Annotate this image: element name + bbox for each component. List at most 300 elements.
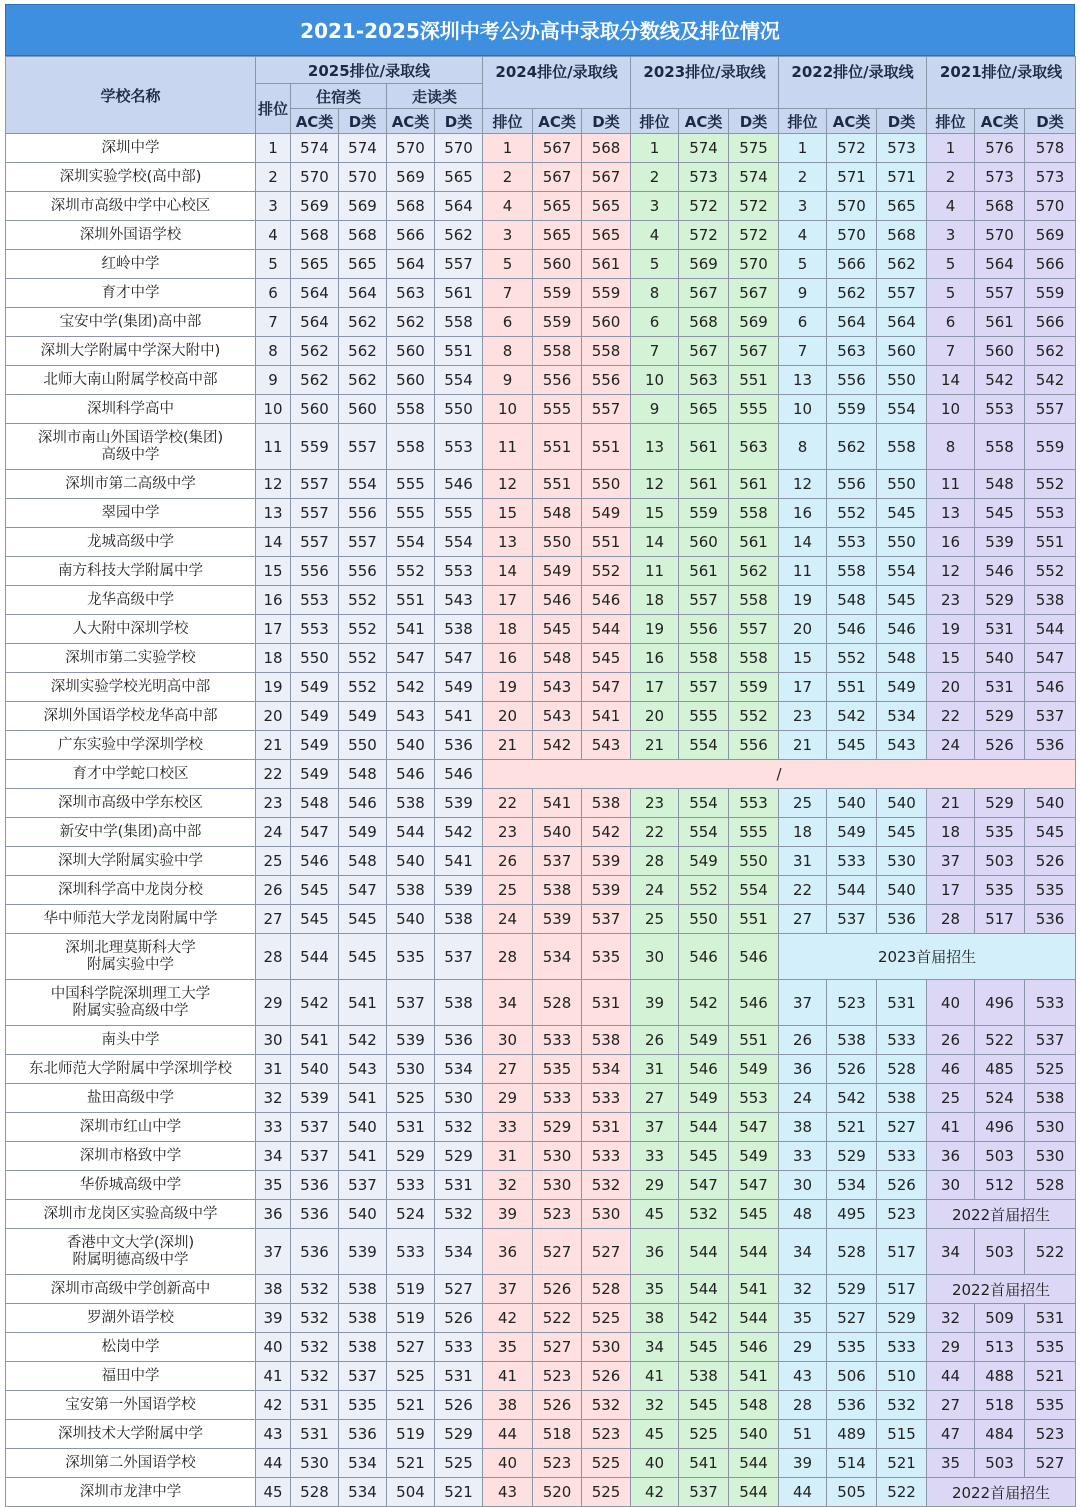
- school-name: [6, 470, 256, 499]
- cell-2025-day-d: 531: [435, 1362, 483, 1391]
- cell-2024-ac: 565: [533, 192, 582, 221]
- cell-2022-d: 521: [877, 1449, 927, 1478]
- cell-2025-rank: 5: [256, 250, 291, 279]
- table-row: [6, 818, 1076, 847]
- school-name-line: 深圳市高级中学中心校区: [50, 197, 211, 214]
- cell-2024-d: 549: [582, 499, 631, 528]
- table-row: [6, 1026, 1076, 1055]
- cell-2025-boarding-d: 535: [339, 1391, 387, 1420]
- school-name-line: 深圳大学附属实验中学: [58, 852, 203, 869]
- cell-2022-rank: 20: [779, 615, 827, 644]
- cell-2024-ac: 567: [533, 134, 582, 163]
- cell-2022-rank: 16: [779, 499, 827, 528]
- cell-2025-boarding-ac: 540: [291, 1055, 339, 1084]
- cell-2022-d: 557: [877, 279, 927, 308]
- cell-2021-ac: 503: [975, 1229, 1025, 1275]
- cell-2021-ac: 535: [975, 876, 1025, 905]
- cell-2022-d: 554: [877, 557, 927, 586]
- table-row: [6, 1200, 1076, 1229]
- cell-2025-day-ac: 560: [387, 337, 435, 366]
- cell-2022-d: 529: [877, 1304, 927, 1333]
- cell-2024-d: 558: [582, 337, 631, 366]
- cell-2021-ac: 529: [975, 586, 1025, 615]
- cell-2025-day-d: 536: [435, 1026, 483, 1055]
- cell-2022-d: 528: [877, 1055, 927, 1084]
- school-name-line: 深圳北理莫斯科大学: [65, 939, 196, 956]
- cell-2025-boarding-d: 537: [339, 1362, 387, 1391]
- cell-2024-d: 561: [582, 250, 631, 279]
- cell-2025-day-ac: 539: [387, 1026, 435, 1055]
- cell-2021-d: 562: [1025, 337, 1076, 366]
- cell-2023-ac: 545: [679, 1333, 729, 1362]
- cell-2023-d: 570: [729, 250, 779, 279]
- cell-2023-d: 549: [729, 1142, 779, 1171]
- cell-2023-rank: 15: [631, 499, 679, 528]
- table-row: [6, 760, 1076, 789]
- cell-2023-d: 561: [729, 470, 779, 499]
- school-name-line: 深圳外国语学校: [79, 226, 182, 243]
- cell-2021-ac: 531: [975, 615, 1025, 644]
- cell-2023-rank: 14: [631, 528, 679, 557]
- school-name-line: 深圳市红山中学: [79, 1118, 182, 1135]
- cell-2024-ac: 559: [533, 279, 582, 308]
- cell-2025-rank: 33: [256, 1113, 291, 1142]
- cell-2025-day-d: 526: [435, 1304, 483, 1333]
- cell-2025-day-ac: 519: [387, 1275, 435, 1304]
- cell-2025-day-d: 529: [435, 1420, 483, 1449]
- cell-2022-d: 565: [877, 192, 927, 221]
- cell-2022-ac: 538: [827, 1026, 877, 1055]
- cell-2022-d: 562: [877, 250, 927, 279]
- cell-2022-ac: 489: [827, 1420, 877, 1449]
- school-name: [6, 1171, 256, 1200]
- cell-2022-ac: 495: [827, 1200, 877, 1229]
- table-row: [6, 279, 1076, 308]
- cell-2024-d: 546: [582, 586, 631, 615]
- cell-2021-rank: 21: [927, 789, 975, 818]
- cell-2024-ac: 527: [533, 1333, 582, 1362]
- cell-2024-ac: 523: [533, 1449, 582, 1478]
- cell-2021-rank: 8: [927, 424, 975, 470]
- table-row: [6, 1084, 1076, 1113]
- school-name-line: 深圳中学: [101, 139, 160, 156]
- cell-2025-rank: 21: [256, 731, 291, 760]
- cell-2022-d: 533: [877, 1142, 927, 1171]
- table-row: [6, 557, 1076, 586]
- cell-2024-rank: 41: [483, 1362, 533, 1391]
- cell-2021-rank: 10: [927, 395, 975, 424]
- cell-2025-boarding-d: 539: [339, 1229, 387, 1275]
- cell-2022-d: 549: [877, 673, 927, 702]
- cell-2021-rank: 46: [927, 1055, 975, 1084]
- school-name-line: 深圳大学附属中学深大附中): [40, 342, 221, 359]
- cell-2025-day-d: 538: [435, 615, 483, 644]
- cell-2023-d: 554: [729, 876, 779, 905]
- ac-header: AC类: [975, 109, 1025, 134]
- cell-2025-boarding-ac: 570: [291, 163, 339, 192]
- cell-2025-day-ac: 519: [387, 1420, 435, 1449]
- cell-2023-d: 544: [729, 1304, 779, 1333]
- cell-2022-ac: 570: [827, 192, 877, 221]
- cell-2025-day-ac: 541: [387, 615, 435, 644]
- cell-2024-ac: 548: [533, 499, 582, 528]
- cell-2025-day-ac: 538: [387, 789, 435, 818]
- cell-2021-rank: 27: [927, 1391, 975, 1420]
- cell-2025-rank: 41: [256, 1362, 291, 1391]
- cell-2025-boarding-ac: 568: [291, 221, 339, 250]
- cell-2024-ac: 540: [533, 818, 582, 847]
- cell-2022-rank: 43: [779, 1362, 827, 1391]
- cell-2024-ac: 520: [533, 1478, 582, 1507]
- cell-2025-day-d: 532: [435, 1200, 483, 1229]
- cell-2025-day-d: 538: [435, 905, 483, 934]
- cell-2023-d: 547: [729, 1113, 779, 1142]
- cell-2021-d: 536: [1025, 905, 1076, 934]
- school-name-line: 人大附中深圳学校: [72, 620, 189, 637]
- cell-2023-ac: 554: [679, 731, 729, 760]
- cell-2021-rank: 35: [927, 1449, 975, 1478]
- cell-2025-boarding-d: 550: [339, 731, 387, 760]
- cell-2025-day-d: 533: [435, 1333, 483, 1362]
- table-row: [6, 308, 1076, 337]
- cell-2025-day-d: 554: [435, 366, 483, 395]
- cell-2022-rank: 36: [779, 1055, 827, 1084]
- school-name: [6, 557, 256, 586]
- cell-2025-day-ac: 563: [387, 279, 435, 308]
- cell-2021-d: 523: [1025, 1420, 1076, 1449]
- cell-2022-rank: 14: [779, 528, 827, 557]
- cell-2022-ac: 529: [827, 1142, 877, 1171]
- cell-2025-day-d: 539: [435, 876, 483, 905]
- cell-2025-boarding-d: 557: [339, 424, 387, 470]
- cell-2025-day-ac: 524: [387, 1200, 435, 1229]
- school-name-line: 宝安第一外国语学校: [65, 1396, 196, 1413]
- table-row: [6, 337, 1076, 366]
- cell-2022-ac: 527: [827, 1304, 877, 1333]
- cell-2023-ac: 544: [679, 1113, 729, 1142]
- cell-2024-d: 543: [582, 731, 631, 760]
- school-name-line: 深圳市龙津中学: [79, 1483, 182, 1500]
- cell-2023-d: 551: [729, 366, 779, 395]
- cell-2025-rank: 29: [256, 980, 291, 1026]
- cell-2025-boarding-d: 549: [339, 702, 387, 731]
- cell-2023-d: 549: [729, 1055, 779, 1084]
- cell-2024-d: 551: [582, 424, 631, 470]
- school-name-line: 深圳市南山外国语学校(集团): [37, 429, 224, 446]
- cell-2024-rank: 20: [483, 702, 533, 731]
- cell-2021-ac: 561: [975, 308, 1025, 337]
- cell-2023-d: 551: [729, 905, 779, 934]
- cell-2025-boarding-d: 542: [339, 1026, 387, 1055]
- cell-2023-rank: 30: [631, 934, 679, 980]
- cell-2024-ac: 523: [533, 1362, 582, 1391]
- rank-header-2025: 排位: [256, 84, 291, 134]
- cell-2025-day-d: 537: [435, 934, 483, 980]
- school-name-line: 中国科学院深圳理工大学: [50, 985, 211, 1002]
- cell-2024-rank: 23: [483, 818, 533, 847]
- table-row: [6, 221, 1076, 250]
- cell-2023-ac: 561: [679, 470, 729, 499]
- cell-2024-rank: 3: [483, 221, 533, 250]
- cell-2023-rank: 6: [631, 308, 679, 337]
- cell-2025-day-ac: 527: [387, 1333, 435, 1362]
- table-row: [6, 1275, 1076, 1304]
- cell-2022-d: 558: [877, 424, 927, 470]
- cell-2023-d: 553: [729, 789, 779, 818]
- cell-2021-d: 535: [1025, 1391, 1076, 1420]
- cell-2021-d: 530: [1025, 1142, 1076, 1171]
- school-name-line: 香港中文大学(深圳): [66, 1234, 195, 1251]
- cell-2025-boarding-ac: 549: [291, 673, 339, 702]
- school-name-line: 深圳市龙岗区实验高级中学: [43, 1205, 218, 1222]
- cell-2023-d: 572: [729, 192, 779, 221]
- school-name: [6, 1420, 256, 1449]
- cell-2025-boarding-d: 552: [339, 673, 387, 702]
- cell-2023-ac: 541: [679, 1449, 729, 1478]
- cell-2021-ac: 522: [975, 1026, 1025, 1055]
- cell-2022-ac: 529: [827, 1275, 877, 1304]
- cell-2025-rank: 17: [256, 615, 291, 644]
- cell-2025-boarding-ac: 557: [291, 528, 339, 557]
- cell-2021-rank: 22: [927, 702, 975, 731]
- cell-2023-rank: 36: [631, 1229, 679, 1275]
- cell-2021-d: 538: [1025, 586, 1076, 615]
- cell-2023-rank: 34: [631, 1333, 679, 1362]
- school-name: [6, 1229, 256, 1275]
- cell-2023-d: 545: [729, 1200, 779, 1229]
- cell-2021-ac: 570: [975, 221, 1025, 250]
- cell-2024-d: 532: [582, 1171, 631, 1200]
- cell-2024-d: 557: [582, 395, 631, 424]
- table-row: [6, 1333, 1076, 1362]
- cell-2025-rank: 14: [256, 528, 291, 557]
- cell-2025-boarding-ac: 532: [291, 1304, 339, 1333]
- cell-2025-rank: 9: [256, 366, 291, 395]
- cell-2023-ac: 557: [679, 586, 729, 615]
- cell-2023-rank: 27: [631, 1084, 679, 1113]
- cell-2024-d: 535: [582, 934, 631, 980]
- cell-2024-ac: 546: [533, 586, 582, 615]
- cell-2025-rank: 45: [256, 1478, 291, 1507]
- cell-2022-rank: 32: [779, 1275, 827, 1304]
- cell-2022-d: 540: [877, 876, 927, 905]
- cell-2021-ac: 545: [975, 499, 1025, 528]
- cell-2024-rank: 33: [483, 1113, 533, 1142]
- cell-2024-rank: 6: [483, 308, 533, 337]
- cell-2024-d: 531: [582, 980, 631, 1026]
- cell-2023-d: 567: [729, 279, 779, 308]
- cell-2023-d: 546: [729, 934, 779, 980]
- cell-2021-rank: 44: [927, 1362, 975, 1391]
- cell-2023-ac: 569: [679, 250, 729, 279]
- cell-2024-rank: 17: [483, 586, 533, 615]
- cell-2024-rank: 2: [483, 163, 533, 192]
- cell-2022-ac: 556: [827, 366, 877, 395]
- school-name: [6, 1275, 256, 1304]
- cell-2021-rank: 20: [927, 673, 975, 702]
- cell-2024-rank: 19: [483, 673, 533, 702]
- school-name: [6, 366, 256, 395]
- cell-2024-rank: 15: [483, 499, 533, 528]
- cell-2025-boarding-ac: 559: [291, 424, 339, 470]
- first-enrollment-note: 2022首届招生: [927, 1200, 1076, 1229]
- table-row: [6, 586, 1076, 615]
- school-name-line: 华中师范大学龙岗附属中学: [43, 910, 218, 927]
- d-header: D类: [582, 109, 631, 134]
- cell-2021-d: 566: [1025, 308, 1076, 337]
- cell-2023-d: 552: [729, 702, 779, 731]
- cell-2023-rank: 1: [631, 134, 679, 163]
- cell-2024-d: 530: [582, 1333, 631, 1362]
- cell-2025-boarding-d: 543: [339, 1055, 387, 1084]
- school-name: [6, 221, 256, 250]
- cell-2023-ac: 557: [679, 673, 729, 702]
- cell-2023-ac: 558: [679, 644, 729, 673]
- cell-2021-ac: 564: [975, 250, 1025, 279]
- cell-2022-rank: 24: [779, 1084, 827, 1113]
- school-name-line: 附属明德高级中学: [72, 1251, 189, 1268]
- cell-2023-d: 540: [729, 1420, 779, 1449]
- cell-2023-d: 556: [729, 731, 779, 760]
- cell-2025-boarding-d: 541: [339, 1084, 387, 1113]
- cell-2023-rank: 35: [631, 1275, 679, 1304]
- cell-2025-boarding-ac: 537: [291, 1142, 339, 1171]
- cell-2024-d: 538: [582, 789, 631, 818]
- cell-2023-d: 558: [729, 499, 779, 528]
- school-name: [6, 789, 256, 818]
- school-name: [6, 279, 256, 308]
- cell-2024-ac: 542: [533, 731, 582, 760]
- table-body: [6, 134, 1076, 1507]
- rank-header: 排位: [483, 109, 533, 134]
- cell-2021-d: 570: [1025, 192, 1076, 221]
- school-name-line: 福田中学: [101, 1367, 160, 1384]
- cell-2025-day-ac: 519: [387, 1304, 435, 1333]
- cell-2022-d: 550: [877, 528, 927, 557]
- cell-2023-rank: 26: [631, 1026, 679, 1055]
- cell-2021-ac: 484: [975, 1420, 1025, 1449]
- cell-2025-boarding-ac: 549: [291, 702, 339, 731]
- cell-2021-d: 553: [1025, 499, 1076, 528]
- cell-2021-ac: 517: [975, 905, 1025, 934]
- cell-2021-rank: 4: [927, 192, 975, 221]
- cell-2021-rank: 36: [927, 1142, 975, 1171]
- cell-2022-ac: 571: [827, 163, 877, 192]
- cell-2023-rank: 42: [631, 1478, 679, 1507]
- cell-2022-d: 523: [877, 1200, 927, 1229]
- cell-2025-day-d: 531: [435, 1171, 483, 1200]
- cell-2022-rank: 6: [779, 308, 827, 337]
- cell-2021-ac: 488: [975, 1362, 1025, 1391]
- school-name: [6, 1026, 256, 1055]
- cell-2025-boarding-d: 556: [339, 557, 387, 586]
- cell-2023-rank: 18: [631, 586, 679, 615]
- cell-2021-ac: 553: [975, 395, 1025, 424]
- cell-2022-ac: 558: [827, 557, 877, 586]
- cell-2021-ac: 535: [975, 818, 1025, 847]
- cell-2021-d: 547: [1025, 644, 1076, 673]
- cell-2023-rank: 7: [631, 337, 679, 366]
- cell-2021-ac: 503: [975, 847, 1025, 876]
- header-2025: 2025排位/录取线: [256, 57, 483, 84]
- cell-2023-d: 575: [729, 134, 779, 163]
- cell-2023-d: 541: [729, 1362, 779, 1391]
- school-name-line: 深圳科学高中龙岗分校: [58, 881, 203, 898]
- cell-2024-rank: 37: [483, 1275, 533, 1304]
- cell-2023-rank: 31: [631, 1055, 679, 1084]
- table-row: [6, 1449, 1076, 1478]
- cell-2025-day-ac: 521: [387, 1391, 435, 1420]
- cell-2024-ac: 528: [533, 980, 582, 1026]
- cell-2021-rank: 6: [927, 308, 975, 337]
- ac-header: AC类: [679, 109, 729, 134]
- school-name-line: 深圳市高级中学创新高中: [50, 1280, 211, 1297]
- cell-2022-d: 536: [877, 905, 927, 934]
- cell-2022-d: 526: [877, 1171, 927, 1200]
- cell-2024-ac: 526: [533, 1391, 582, 1420]
- cell-2023-d: 572: [729, 221, 779, 250]
- cell-2023-d: 544: [729, 1449, 779, 1478]
- cell-2024-d: 550: [582, 470, 631, 499]
- cell-2021-ac: 529: [975, 702, 1025, 731]
- cell-2024-ac: 535: [533, 1055, 582, 1084]
- cell-2022-d: 568: [877, 221, 927, 250]
- cell-2025-rank: 16: [256, 586, 291, 615]
- cell-2024-ac: 555: [533, 395, 582, 424]
- school-name: [6, 702, 256, 731]
- cell-2022-rank: 39: [779, 1449, 827, 1478]
- cell-2024-ac: 534: [533, 934, 582, 980]
- cell-2024-d: 545: [582, 644, 631, 673]
- cell-2024-rank: 21: [483, 731, 533, 760]
- cell-2025-rank: 3: [256, 192, 291, 221]
- cell-2023-rank: 20: [631, 702, 679, 731]
- cell-2024-d: 530: [582, 1200, 631, 1229]
- cell-2022-rank: 7: [779, 337, 827, 366]
- cell-2024-ac: 541: [533, 789, 582, 818]
- cell-2025-rank: 1: [256, 134, 291, 163]
- cell-2023-ac: 561: [679, 424, 729, 470]
- cell-2023-rank: 38: [631, 1304, 679, 1333]
- cell-2025-boarding-d: 564: [339, 279, 387, 308]
- table-row: [6, 366, 1076, 395]
- cell-2024-ac: 539: [533, 905, 582, 934]
- cell-2021-rank: 25: [927, 1084, 975, 1113]
- cell-2021-ac: 526: [975, 731, 1025, 760]
- school-name-header: 学校名称: [6, 57, 256, 134]
- cell-2023-ac: 552: [679, 876, 729, 905]
- cell-2024-rank: 25: [483, 876, 533, 905]
- cell-2025-rank: 30: [256, 1026, 291, 1055]
- cell-2025-rank: 38: [256, 1275, 291, 1304]
- cell-2025-day-d: 525: [435, 1449, 483, 1478]
- cell-2025-rank: 32: [256, 1084, 291, 1113]
- school-name-line: 红岭中学: [101, 255, 160, 272]
- school-name: [6, 1055, 256, 1084]
- cell-2025-day-ac: 564: [387, 250, 435, 279]
- cell-2022-ac: 523: [827, 980, 877, 1026]
- cell-2021-rank: 23: [927, 586, 975, 615]
- cell-2022-rank: 38: [779, 1113, 827, 1142]
- cell-2025-boarding-ac: 539: [291, 1084, 339, 1113]
- cell-2025-day-ac: 540: [387, 847, 435, 876]
- cell-2025-day-ac: 562: [387, 308, 435, 337]
- cell-2023-d: 547: [729, 1171, 779, 1200]
- cell-2025-day-ac: 555: [387, 499, 435, 528]
- cell-2022-d: 543: [877, 731, 927, 760]
- school-name: [6, 308, 256, 337]
- cell-2025-day-d: 546: [435, 760, 483, 789]
